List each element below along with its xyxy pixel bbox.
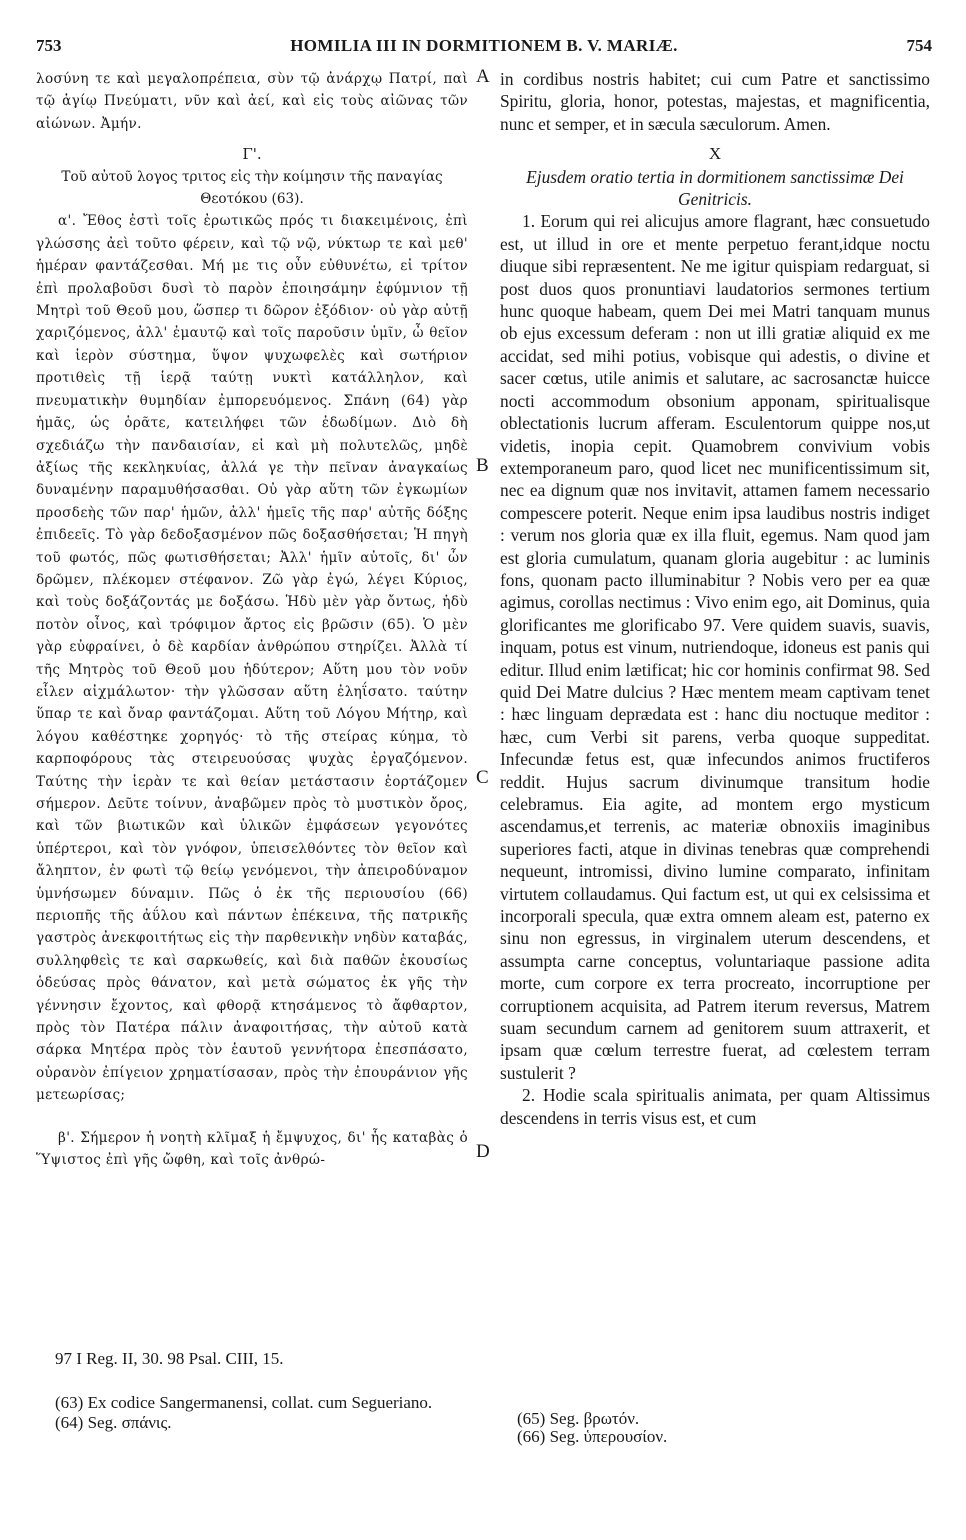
footnotes-left <box>55 1349 475 1433</box>
latin-section-title: Ejusdem oratio tertia in dormitionem sanctissimæ Dei Genitricis. <box>526 166 904 210</box>
greek-section-title: Τοῦ αὐτοῦ λογος τριτος εἰς τὴν κοίμησιν τῆς παναγίας Θεοτόκου (63). <box>61 168 443 208</box>
footnotes-right <box>517 1410 937 1446</box>
margin-marker-b: B <box>476 455 489 476</box>
margin-marker-d: D <box>476 1141 490 1162</box>
footnote-64: (64) Seg. σπάνις. <box>55 1413 172 1432</box>
footnote-66: (66) Seg. ὑπερουσίον. <box>517 1427 668 1446</box>
margin-marker-c: C <box>476 767 489 788</box>
running-title: HOMILIA III IN DORMITIONEM B. V. MARIÆ. <box>290 36 678 55</box>
page-number-right: 754 <box>906 36 932 55</box>
latin-paragraph-2: 2. Hodie scala spiritualis animata, per quam Altissimus descendens in terris visus est, et cum <box>500 1085 930 1128</box>
scripture-references: 97 I Reg. II, 30. 98 Psal. CIII, 15. <box>55 1349 284 1368</box>
footnote-63: (63) Ex codice Sangermanensi, collat. cum Segueriano. <box>55 1393 433 1412</box>
greek-column <box>36 68 468 1172</box>
latin-paragraph-1: 1. Eorum qui rei alicujus amore flagrant, hæc consuetudo est, ut illud in ore et mente perpetuo ferant,idque noctu diuque sibi repræsentent. Ne me igitur quispiam redarguat, si post duos quos pronuntiavi laudatorios sermones tertium hunc quoque habeam, quem Dei mei Matri tanquam munus ob ejus excessum deferam : non ut illi gratiæ aliquid ex me accidat, sed mihi potius, vobisque qui adestis, o divine et sacer cœtus, utile animis et salutare, ac sacrosanctæ huicce nocti accommodum obsonium apponam, spiritualisque oblectationis lucrum afferam. Esculentorum quippe nos,ut videtis, inopia cepit. Quamobrem convivium vobis extemporaneum paro, quod licet nec munificentissimum sit, nec ea dignum quæ nos invitavit, attamen famem necessario compescere poterit. Neque enim ipsa laudibus nostris indiget : verum nos gloria quæ ex illa fluit, egemus. Nam quod jam est gloria cumulatum, quanam gloria augebitur : ac luminis fons, quonam pacto illuminabitur ? Nobis vero per ea quæ agimus, corollas nectimus : Vivo enim ego, ait Dominus, quia glorificantes me glorificabo 97. Vere quidem suavis, suavis, inquam, potus est vinum, nutriendoque, idoneus est panis qui editur. Illud enim lætificat; hic cor hominis confirmat 98. Sed quid Dei Matre dulcius ? Hæc mentem meam captivam tenet : hæc linguam deprædata est : hanc diu noctuque meditor : hæc, cum Verbi sit parens, verba quoque suppeditat. Infecundæ fetus est, quæ infecundos animos fructiferos reddit. Hujus sacrum divinumque transitum hodie celebramus. Eia agite, ad montem ergo mysticum ascendamus,et terrenis, ac materiæ obnoxiis imaginibus superiores facti, atque in divinas tenebras quæ comprehendi nequeunt, intromissi, divino lumine comparato, infinitam virtutem collaudamus. Qui factum est, ut qui ex celsissima et incorporali specula, quæ extra omnem aleam est, paterno ex sinu non egressus, in virginalem uterum descendens, et assumpta carne conceptus, voluntariaque passione adita morte, cum corpore ex terra procreato, incorruptione per corruptionem acquisita, ad Patrem iterum reversus, Matrem suam secundum carnem ad genitorem suum attraxerit, et ipsam quæ cœlum terrestre fuerat, ad cœlestem terram sustulerit ? <box>500 211 930 1083</box>
latin-opening: in cordibus nostris habitet; cui cum Patre et sanctissimo Spiritu, gloria, honor, potestas, majestas, et magnificentia, nunc et semper, et in sæcula sæculorum. Amen. <box>500 69 930 134</box>
greek-paragraph-1: α'. Ἔθος ἐστὶ τοῖς ἐρωτικῶς πρός τι διακειμένοις, ἐπὶ γλώσσης ἀεὶ τοῦτο φέρειν, καὶ τῷ νῷ, νύκτωρ τε καὶ μεθ' ἡμέραν φαντάζεσθαι. Μή με τις οὖν εὐθυνέτω, εἰ τρίτον ἐπὶ προλαβοῦσι δυσὶ τὸ παρὸν ἐποιησάμην ἐφύμνιον τῇ Μητρὶ τοῦ Θεοῦ μου, ὥσπερ τι δῶρον ἐξόδιον· οὐ γὰρ αὐτῇ χαριζόμενος, ἀλλ' ἐμαυτῷ καὶ τοῖς παροῦσιν ὑμῖν, ὦ θεῖον καὶ ἱερὸν σύστημα, ὕψον ψυχωφελὲς καὶ σωτήριον προτιθεὶς τῇ ἱερᾷ ταύτῃ νυκτὶ κατάλληλον, καὶ πνευματικὴν θυμηδίαν ἐμπορευόμενος. Σπάνη (64) γὰρ ἡμᾶς, ὡς ὁρᾶτε, κατειλήφει τῶν ἐδωδίμων. Διὸ δὴ σχεδιάζω τὴν πανδαισίαν, εἰ καὶ μὴ πολυτελῶς, μηδὲ ἀξίως τῆς κεκληκυίας, ἀλλά γε τὴν πεῖναν ἀναγκαίως δυναμένην παραμυθήσασθαι. Οὐ γὰρ αὕτη τῶν ἐγκωμίων προσδεὴς τῶν παρ' ἡμῶν, ἀλλ' ἡμεῖς τῆς παρ' αὐτῆς δόξης ἐπιδεεῖς. Τὸ γὰρ δεδοξασμένον πῶς δοξασθήσεται; Ἡ πηγὴ τοῦ φωτός, πῶς φωτισθήσεται; Ἀλλ' ἡμῖν αὐτοῖς, δι' ὧν δρῶμεν, πλέκομεν στέφανον. Ζῶ γὰρ ἐγώ, λέγει Κύριος, καὶ τοὺς δοξάζοντάς με δοξάσω. Ἡδὺ μὲν γὰρ ὄντως, ἡδὺ ποτὸν οἶνος, καὶ τρόφιμον ἄρτος εἰς βρῶσιν (65). Ὁ μὲν γὰρ εὐφραίνει, ὁ δὲ καρδίαν ἀνθρώπου στηρίζει. Ἀλλὰ τί τῆς Μητρὸς τοῦ Θεοῦ μου ἡδύτερον; Αὕτη μου τὸν νοῦν εἷλεν αἰχμάλωτον· τὴν γλῶσσαν αὕτη ἐληΐσατο. ταύτην ὕπαρ τε καὶ ὄναρ φαντάζομαι. Αὕτη τοῦ Λόγου Μήτηρ, καὶ λόγου καθέστηκε χορηγός· τὸ τῆς στείρας κύημα, τὸ καρποφόρους τὰς στειρευούσας ψυχὰς ἐργαζόμενον. Ταύτης τὴν ἱερὰν τε καὶ θείαν μετάστασιν ἑορτάζομεν σήμερον. Δεῦτε τοίνυν, ἀναβῶμεν πρὸς τὸ μυστικὸν ὄρος, καὶ τῶν βιωτικῶν καὶ ὑλικῶν ἐμφάσεων γεγονότες ὑπέρτεροι, καὶ τὸν γνόφον, ὑπεισελθόντες τὸν θεῖον καὶ ἄληπτον, ἐν φωτὶ τῷ θείῳ γενόμενοι, τὴν ἀπειροδύναμον ὑμνήσωμεν δύναμιν. Πῶς ὁ ἐκ τῆς περιουσίου (66) περιοπῆς τῆς ἀΰλου καὶ πάντων ἐπέκεινα, τῆς πατρικῆς γαστρὸς ἀνεκφοιτήτως εἰς τὴν παρθενικὴν νηδὺν καταβάς, συλληφθεὶς τε καὶ σαρκωθείς, καὶ διὰ παθῶν ἑκουσίως ὁδεύσας πρὸς θάνατον, καὶ μετὰ σώματος ἐκ γῆς τὴν γέννησιν ἔχοντος, καὶ φθορᾷ κτησάμενος τὸ ἄφθαρτον, πρὸς τὸν Πατέρα πάλιν ἀναφοιτήσας, τὴν αὐτοῦ κατὰ σάρκα Μητέρα πρὸς τὸν ἑαυτοῦ γεννήτορα ἐπεσπάσατο, οὐρανὸν ἐπίγειον χρηματίσασαν, πρὸς τὴν ἐπουράνιον γῆς μετεωρίσας; <box>36 213 468 1104</box>
margin-marker-a: A <box>476 66 490 87</box>
greek-section-number: Γ'. <box>242 145 262 164</box>
greek-opening: λοσύνη τε καὶ μεγαλοπρέπεια, σὺν τῷ ἀνάρχῳ Πατρί, παὶ τῷ ἁγίῳ Πνεύματι, νῦν καὶ ἀεί, καὶ εἰς τοὺς αἰῶνας τῶν αἰώνων. Ἀμήν. <box>36 71 468 132</box>
page-number-left: 753 <box>36 36 62 55</box>
latin-column <box>500 68 930 1129</box>
footnote-65: (65) Seg. βρωτόν. <box>517 1409 640 1428</box>
latin-section-number: X <box>708 144 722 164</box>
greek-paragraph-gap <box>36 1107 468 1127</box>
greek-paragraph-2: β'. Σήμερον ἡ νοητὴ κλῖμαξ ἡ ἔμψυχος, δι' ἧς καταβὰς ὁ Ὕψιστος ἐπὶ γῆς ὤφθη, καὶ τοῖς ἀνθρώ- <box>36 1129 468 1169</box>
running-head <box>36 36 932 58</box>
